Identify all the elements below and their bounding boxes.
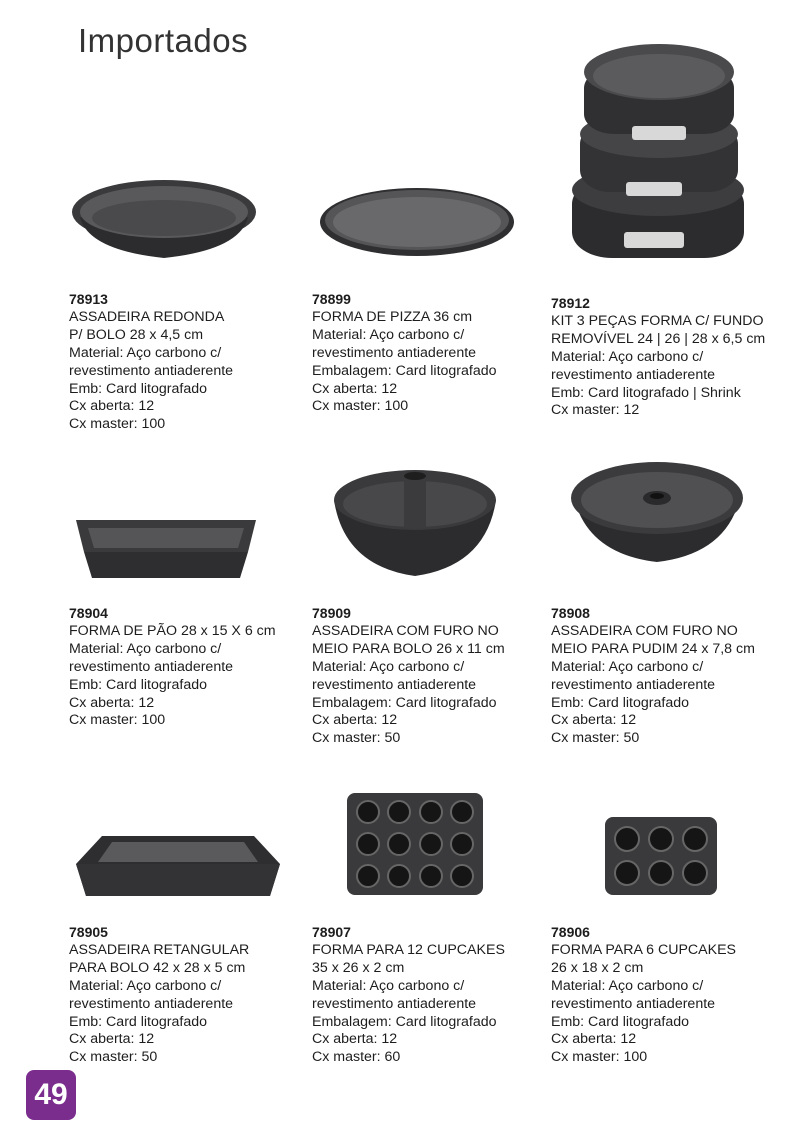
product-line: Material: Aço carbono c/ xyxy=(551,977,704,994)
product-line: Material: Aço carbono c/ xyxy=(312,326,465,343)
product-line: Cx aberta: 12 xyxy=(312,1031,398,1048)
product-code: 78906 xyxy=(551,924,590,940)
page-title: Importados xyxy=(78,22,249,59)
product-line: Cx master: 100 xyxy=(69,712,166,729)
product-line: revestimento antiaderente xyxy=(551,676,716,693)
round-cake-pan-image xyxy=(68,172,260,267)
product-line: revestimento antiaderente xyxy=(69,995,234,1012)
product-line: Cx aberta: 12 xyxy=(551,712,637,729)
product-line: Emb: Card litografado xyxy=(69,380,208,397)
product-line: P/ BOLO 28 x 4,5 cm xyxy=(69,326,204,343)
product-line: revestimento antiaderente xyxy=(312,344,477,361)
product-line: revestimento antiaderente xyxy=(551,995,716,1012)
product-line: MEIO PARA BOLO 26 x 11 cm xyxy=(312,640,505,657)
product-line: FORMA PARA 12 CUPCAKES xyxy=(312,941,505,958)
product-line: Cx aberta: 12 xyxy=(551,1031,637,1048)
product-line: Embalagem: Card litografado xyxy=(312,694,497,711)
product-line: Cx aberta: 12 xyxy=(69,398,155,415)
product-line: Cx master: 100 xyxy=(312,398,409,415)
product-code: 78904 xyxy=(69,605,108,621)
product-78909 xyxy=(312,605,552,748)
loaf-pan-image xyxy=(72,510,260,582)
product-line: Cx master: 50 xyxy=(312,730,401,747)
product-78907 xyxy=(312,924,552,1067)
product-line: ASSADEIRA COM FURO NO xyxy=(312,622,499,639)
product-line: revestimento antiaderente xyxy=(69,658,234,675)
product-line: Material: Aço carbono c/ xyxy=(551,348,704,365)
product-line: Cx aberta: 12 xyxy=(69,694,155,711)
product-line: 35 x 26 x 2 cm xyxy=(312,959,405,976)
product-line: Emb: Card litografado xyxy=(551,1013,690,1030)
pizza-pan-image xyxy=(318,182,516,258)
product-78908 xyxy=(551,605,791,748)
cupcake-6-pan-image xyxy=(604,816,718,896)
springform-kit-image xyxy=(568,40,748,272)
product-line: revestimento antiaderente xyxy=(551,366,716,383)
cupcake-12-pan-image xyxy=(346,792,484,896)
tube-cake-pan-image xyxy=(332,466,498,580)
product-line: revestimento antiaderente xyxy=(312,995,477,1012)
product-line: Emb: Card litografado xyxy=(69,676,208,693)
product-line: MEIO PARA PUDIM 24 x 7,8 cm xyxy=(551,640,755,657)
product-line: Cx master: 12 xyxy=(551,402,640,419)
page-number-badge: 49 xyxy=(26,1070,76,1120)
product-code: 78905 xyxy=(69,924,108,940)
product-line: revestimento antiaderente xyxy=(312,676,477,693)
product-line: Cx master: 50 xyxy=(69,1049,158,1066)
product-line: FORMA DE PIZZA 36 cm xyxy=(312,308,473,325)
product-line: Material: Aço carbono c/ xyxy=(69,977,222,994)
product-line: Embalagem: Card litografado xyxy=(312,362,497,379)
product-line: Cx master: 100 xyxy=(551,1049,648,1066)
product-line: Cx master: 60 xyxy=(312,1049,401,1066)
product-78906 xyxy=(551,924,791,1067)
product-line: 26 x 18 x 2 cm xyxy=(551,959,644,976)
product-line: Cx master: 100 xyxy=(69,416,166,433)
product-line: KIT 3 PEÇAS FORMA C/ FUNDO xyxy=(551,312,764,329)
product-line: ASSADEIRA RETANGULAR xyxy=(69,941,250,958)
product-line: Emb: Card litografado xyxy=(69,1013,208,1030)
product-code: 78907 xyxy=(312,924,351,940)
rectangular-pan-image xyxy=(74,832,282,900)
product-line: FORMA PARA 6 CUPCAKES xyxy=(551,941,737,958)
product-78905 xyxy=(69,924,309,1067)
product-code: 78909 xyxy=(312,605,351,621)
product-line: Embalagem: Card litografado xyxy=(312,1013,497,1030)
product-line: Cx aberta: 12 xyxy=(312,712,398,729)
product-code: 78912 xyxy=(551,295,590,311)
product-78912 xyxy=(551,295,791,420)
product-line: ASSADEIRA REDONDA xyxy=(69,308,225,325)
product-line: Material: Aço carbono c/ xyxy=(312,658,465,675)
product-line: ASSADEIRA COM FURO NO xyxy=(551,622,738,639)
product-code: 78908 xyxy=(551,605,590,621)
product-line: Cx aberta: 12 xyxy=(69,1031,155,1048)
product-line: FORMA DE PÃO 28 x 15 X 6 cm xyxy=(69,622,276,639)
product-code: 78913 xyxy=(69,291,108,307)
product-line: Emb: Card litografado | Shrink xyxy=(551,384,741,401)
product-line: Cx aberta: 12 xyxy=(312,380,398,397)
product-78899 xyxy=(312,291,552,416)
product-78904 xyxy=(69,605,309,730)
product-line: revestimento antiaderente xyxy=(69,362,234,379)
product-line: Cx master: 50 xyxy=(551,730,640,747)
pudding-pan-image xyxy=(568,456,746,568)
product-code: 78899 xyxy=(312,291,351,307)
product-line: PARA BOLO 42 x 28 x 5 cm xyxy=(69,959,246,976)
product-line: Emb: Card litografado xyxy=(551,694,690,711)
product-line: REMOVÍVEL 24 | 26 | 28 x 6,5 cm xyxy=(551,330,766,347)
product-78913 xyxy=(69,291,309,434)
product-line: Material: Aço carbono c/ xyxy=(312,977,465,994)
product-line: Material: Aço carbono c/ xyxy=(551,658,704,675)
product-line: Material: Aço carbono c/ xyxy=(69,640,222,657)
product-line: Material: Aço carbono c/ xyxy=(69,344,222,361)
